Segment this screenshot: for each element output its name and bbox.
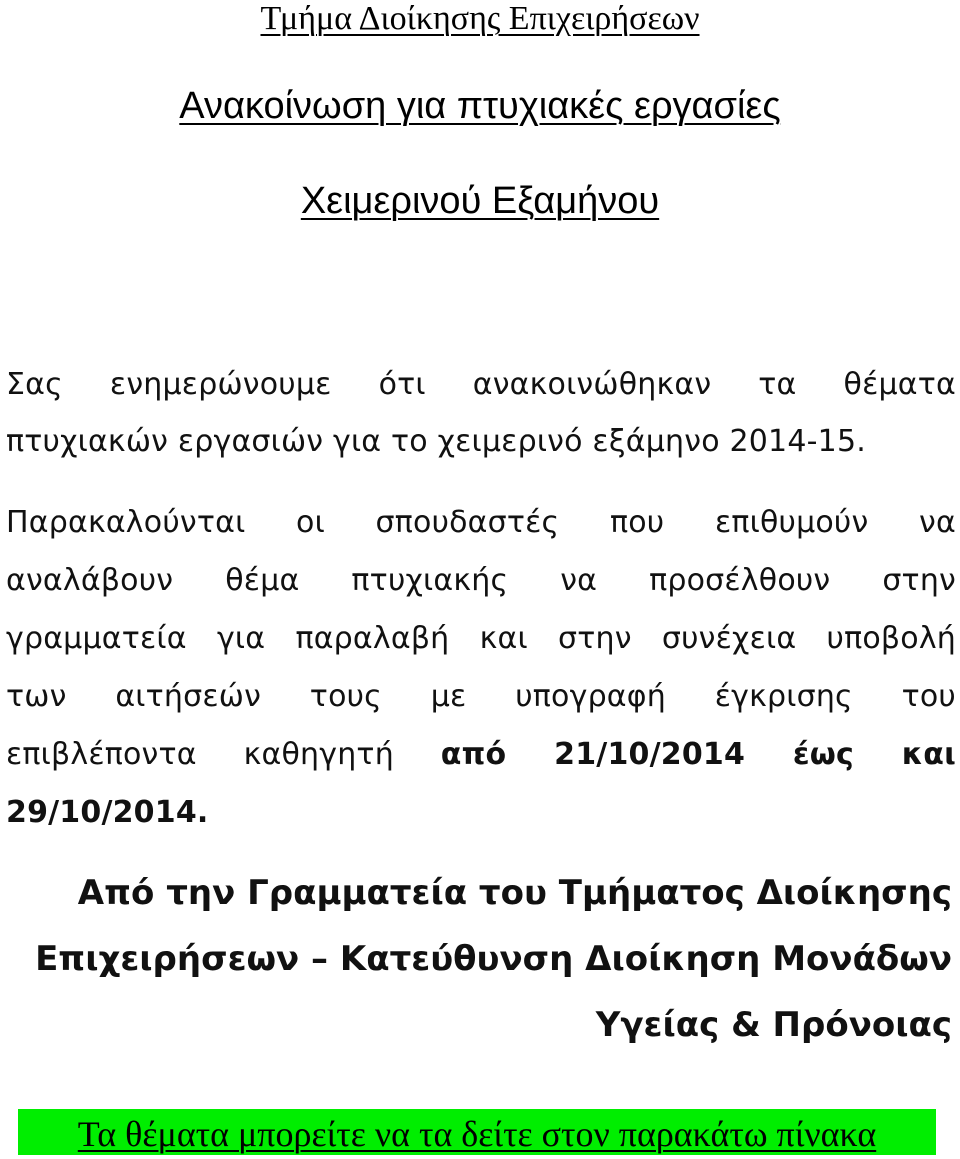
instructions-line bbox=[6, 726, 956, 784]
highlighted-note bbox=[18, 1109, 936, 1155]
intro-line: Σας ενημερώνουμε ότι ανακοινώθηκαν τα θέματα bbox=[6, 367, 956, 402]
intro-paragraph bbox=[6, 356, 956, 470]
intro-line: πτυχιακών εργασιών για το χειμερινό εξάμηνο 2014-15. bbox=[6, 424, 866, 459]
instructions-line: γραμματεία για παραλαβή και στην συνέχεια υποβολή bbox=[6, 621, 956, 656]
signature-line: Επιχειρήσεων – Κατεύθυνση Διοίκηση Μονάδων bbox=[35, 939, 952, 979]
instructions-paragraph bbox=[6, 494, 956, 842]
department-title: Τμήμα Διοίκησης Επιχειρήσεων bbox=[260, 0, 700, 37]
signature-line: Από την Γραμματεία του Τμήματος Διοίκησης bbox=[77, 873, 952, 913]
signature-line: Υγείας & Πρόνοιας bbox=[595, 1005, 952, 1045]
announcement-title: Ανακοίνωση για πτυχιακές εργασίες bbox=[179, 85, 781, 127]
instructions-line: των αιτήσεών τους με υπογραφή έγκρισης του bbox=[6, 679, 956, 714]
submission-period-start: από 21/10/2014 έως και bbox=[440, 737, 956, 772]
table-reference-note: Τα θέματα μπορείτε να τα δείτε στον παρακάτω πίνακα bbox=[77, 1114, 877, 1154]
semester-title: Χειμερινού Εξαμήνου bbox=[300, 180, 660, 222]
supervisor-text: επιβλέποντα καθηγητή bbox=[6, 737, 394, 772]
instructions-line: Παρακαλούνται οι σπουδαστές που επιθυμούν να bbox=[6, 505, 956, 540]
instructions-line: αναλάβουν θέμα πτυχιακής να προσέλθουν στην bbox=[6, 563, 956, 598]
submission-period-end: 29/10/2014. bbox=[6, 795, 209, 830]
